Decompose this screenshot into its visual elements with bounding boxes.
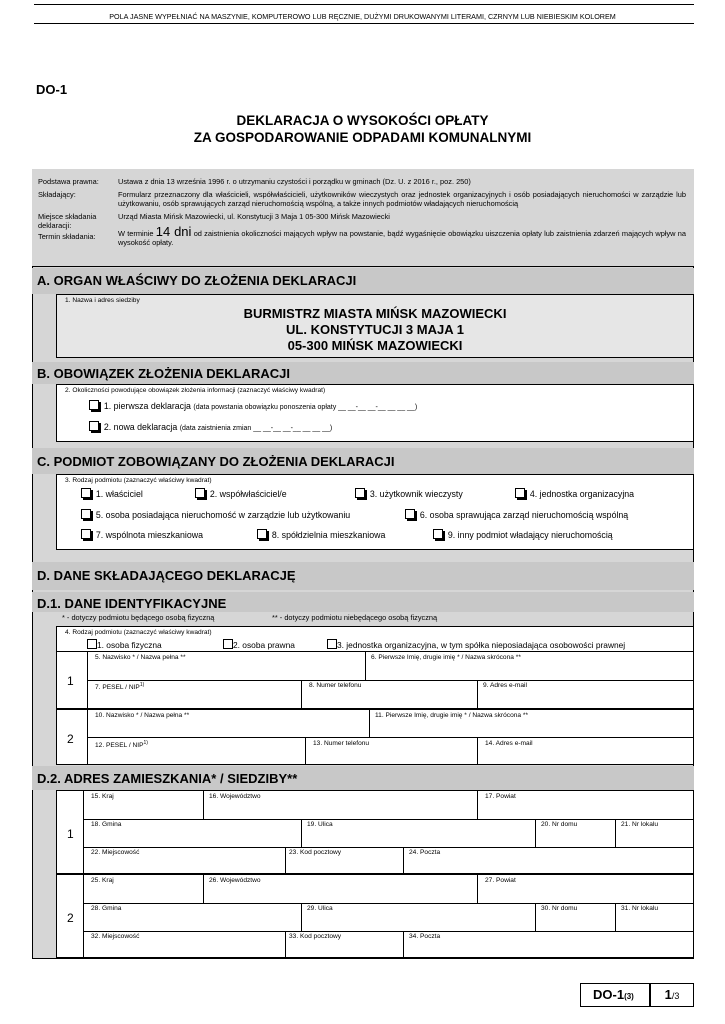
section-a-header: A. ORGAN WŁAŚCIWY DO ZŁOŻENIA DEKLARACJI (32, 268, 694, 294)
footer-form-code: DO-1(3) (580, 983, 650, 1007)
identity-row-2 (56, 709, 694, 765)
first-declaration-checkbox[interactable] (89, 400, 99, 410)
new-declaration-checkbox[interactable] (89, 421, 99, 431)
entity-natural-option[interactable]: 1. osoba fizyczna (87, 639, 162, 650)
subject-checkbox-3[interactable] (355, 488, 365, 498)
subject-checkbox-7[interactable] (81, 529, 91, 539)
address-block-1 (56, 790, 694, 874)
address-2-number: 2 (67, 911, 74, 925)
subject-option-9[interactable]: 9. inny podmiot władający nieruchomością (433, 529, 613, 540)
authority-name: BURMISTRZ MIASTA MIŃSK MAZOWIECKI (243, 306, 507, 321)
section-d-header: D. DANE SKŁADAJĄCEGO DEKLARACJĘ (32, 562, 694, 590)
d1-note-natural: * - dotyczy podmiotu będącego osobą fizyczną (62, 613, 215, 622)
flat-number-label-2[interactable]: 31. Nr lokalu (621, 905, 659, 912)
locality-label-2[interactable]: 32. Miejscowość (91, 933, 140, 940)
entity-legal-checkbox[interactable] (223, 639, 233, 649)
subject-option-3[interactable]: 3. użytkownik wieczysty (355, 488, 463, 499)
authority-street: UL. KONSTYTUCJI 3 MAJA 1 (286, 322, 464, 337)
surname-label-2[interactable]: 10. Nazwisko * / Nazwa pełna ** (95, 712, 190, 719)
identity-row-1 (56, 652, 694, 709)
street-label-1[interactable]: 19. Ulica (307, 821, 333, 828)
subject-box (56, 474, 694, 550)
post-office-label-2[interactable]: 34. Poczta (409, 933, 441, 940)
authority-city: 05-300 MIŃSK MAZOWIECKI (287, 338, 463, 353)
post-office-label-1[interactable]: 24. Poczta (409, 849, 441, 856)
subject-checkbox-6[interactable] (405, 509, 415, 519)
house-number-label-1[interactable]: 20. Nr domu (541, 821, 578, 828)
phone-label-1[interactable]: 8. Numer telefonu (309, 682, 362, 689)
voivodeship-label-1[interactable]: 16. Województwo (209, 793, 261, 800)
entity-org-option[interactable]: 3. jednostka organizacyjna, w tym spółka nieposiadająca osobowości prawnej (327, 639, 625, 650)
section-d2-header: D.2. ADRES ZAMIESZKANIA* / SIEDZIBY** (32, 766, 694, 790)
email-label-2[interactable]: 14. Adres e-mail (485, 740, 533, 747)
deadline-days: 14 dni (155, 224, 192, 239)
address-1-number: 1 (67, 827, 74, 841)
locality-label-1[interactable]: 22. Miejscowość (91, 849, 140, 856)
commune-label-1[interactable]: 18. Gmina (91, 821, 122, 828)
firstname-label-2[interactable]: 11. Pierwsze Imię, drugie imię * / Nazwa skrócona ** (375, 712, 529, 719)
deadline-label: Termin składania: (38, 232, 96, 241)
deadline-value: W terminie 14 dni od zaistnienia okoliczności mających wpływ na powstanie, bądź wygaśnięcie obowiązku uiszczenia opłaty lub zaistnienia zdarzeń mających wpływ na wysokość opłaty. (118, 224, 686, 247)
entity-type-box (56, 626, 694, 652)
country-label-1[interactable]: 15. Kraj (91, 793, 114, 800)
form-title-line1: DEKLARACJA O WYSOKOŚCI OPŁATY (236, 113, 489, 128)
surname-label-1[interactable]: 5. Nazwisko * / Nazwa pełna ** (95, 654, 186, 661)
subject-option-7[interactable]: 7. wspólnota mieszkaniowa (81, 529, 203, 540)
firstname-label-1[interactable]: 6. Pierwsze Imię, drugie imię * / Nazwa skrócona ** (371, 654, 521, 661)
section-c-header: C. PODMIOT ZOBOWIĄZANY DO ZŁOŻENIA DEKLARACJI (32, 448, 694, 474)
pesel-label-1[interactable]: 7. PESEL / NIP$^{1)}$ (95, 682, 145, 692)
top-rule-bottom (34, 23, 694, 24)
country-label-2[interactable]: 25. Kraj (91, 877, 114, 884)
district-label-1[interactable]: 17. Powiat (485, 793, 516, 800)
house-number-label-2[interactable]: 30. Nr domu (541, 905, 578, 912)
subject-checkbox-8[interactable] (257, 529, 267, 539)
email-label-1[interactable]: 9. Adres e-mail (483, 682, 527, 689)
authority-box (56, 294, 694, 358)
subject-option-6[interactable]: 6. osoba sprawująca zarząd nieruchomością wspólną (405, 509, 628, 520)
subject-option-4[interactable]: 4. jednostka organizacyjna (515, 488, 634, 499)
subject-checkbox-4[interactable] (515, 488, 525, 498)
basis-label: Podstawa prawna: (38, 177, 99, 186)
footer-page-number: 1/3 (650, 983, 694, 1007)
subject-checkbox-1[interactable] (81, 488, 91, 498)
postal-code-label-2[interactable]: 33. Kod pocztowy (289, 933, 342, 940)
address-block-2 (56, 874, 694, 958)
obligation-field-label: 2. Okoliczności powodujące obowiązek złożenia informacji (zaznaczyć właściwy kwadrat) (65, 387, 326, 394)
subject-checkbox-2[interactable] (195, 488, 205, 498)
authority-field-label: 1. Nazwa i adres siedziby (65, 297, 140, 304)
subject-option-5[interactable]: 5. osoba posiadająca nieruchomość w zarządzie lub użytkowaniu (81, 509, 350, 520)
identity-row-2-number: 2 (67, 732, 74, 746)
filer-value: Formularz przeznaczony dla właścicieli, współwłaścicieli, użytkowników wieczystych oraz jednostek organizacyjnych i osób posiadających nieruchomości w zarządzie lub użytkowaniu, osób sprawujących zarząd nieruchomością wspólną, a także innych podmiotów władających nieruchomością (118, 190, 686, 208)
section-b-header: B. OBOWIĄZEK ZŁOŻENIA DEKLARACJI (32, 362, 694, 384)
subject-option-8[interactable]: 8. spółdzielnia mieszkaniowa (257, 529, 385, 540)
pesel-label-2[interactable]: 12. PESEL / NIP$^{1)}$ (95, 740, 148, 750)
section-d1-header: D.1. DANE IDENTYFIKACYJNE (32, 592, 694, 612)
subject-option-1[interactable]: 1. właściciel (81, 488, 143, 499)
basis-value: Ustawa z dnia 13 września 1996 r. o utrzymaniu czystości i porządku w gminach (Dz. U. z 2016 r., poz. 250) (118, 177, 471, 186)
subject-field-label: 3. Rodzaj podmiotu (zaznaczyć właściwy kwadrat) (65, 477, 212, 484)
form-code: DO-1 (36, 82, 68, 97)
commune-label-2[interactable]: 28. Gmina (91, 905, 122, 912)
entity-org-checkbox[interactable] (327, 639, 337, 649)
identity-row-1-number: 1 (67, 674, 74, 688)
obligation-box (56, 384, 694, 442)
subject-option-2[interactable]: 2. współwłaściciel/e (195, 488, 287, 499)
flat-number-label-1[interactable]: 21. Nr lokalu (621, 821, 659, 828)
entity-type-label: 4. Rodzaj podmiotu (zaznaczyć właściwy kwadrat) (65, 629, 212, 636)
first-declaration-option[interactable]: 1. pierwsza deklaracja (data powstania obowiązku ponoszenia opłaty __ __-__ __-__ __ __ __) (89, 400, 417, 411)
info-block (32, 169, 694, 267)
street-label-2[interactable]: 29. Ulica (307, 905, 333, 912)
subject-checkbox-5[interactable] (81, 509, 91, 519)
place-value: Urząd Miasta Mińsk Mazowiecki, ul. Konstytucji 3 Maja 1 05-300 Mińsk Mazowiecki (118, 212, 390, 221)
subject-checkbox-9[interactable] (433, 529, 443, 539)
fill-instructions: POLA JASNE WYPEŁNIAĆ NA MASZYNIE, KOMPUTEROWO LUB RĘCZNIE, DUŻYMI DRUKOWANYMI LITERAMI, CZRNYM LUB NIEBIESKIM KOLOREM (109, 12, 616, 21)
phone-label-2[interactable]: 13. Numer telefonu (313, 740, 370, 747)
entity-natural-checkbox[interactable] (87, 639, 97, 649)
form-title-line2: ZA GOSPODAROWANIE ODPADAMI KOMUNALNYMI (193, 130, 532, 145)
d1-note-legal: ** - dotyczy podmiotu niebędącego osobą fizyczną (272, 613, 438, 622)
postal-code-label-1[interactable]: 23. Kod pocztowy (289, 849, 342, 856)
top-rule (34, 4, 694, 5)
district-label-2[interactable]: 27. Powiat (485, 877, 516, 884)
voivodeship-label-2[interactable]: 26. Województwo (209, 877, 261, 884)
filer-label: Składający: (38, 190, 76, 199)
new-declaration-option[interactable]: 2. nowa deklaracja (data zaistnienia zmian __ __-__ __-__ __ __ __) (89, 421, 332, 432)
place-label: Miejsce składania deklaracji: (38, 212, 97, 230)
entity-legal-option[interactable]: 2. osoba prawna (223, 639, 295, 650)
